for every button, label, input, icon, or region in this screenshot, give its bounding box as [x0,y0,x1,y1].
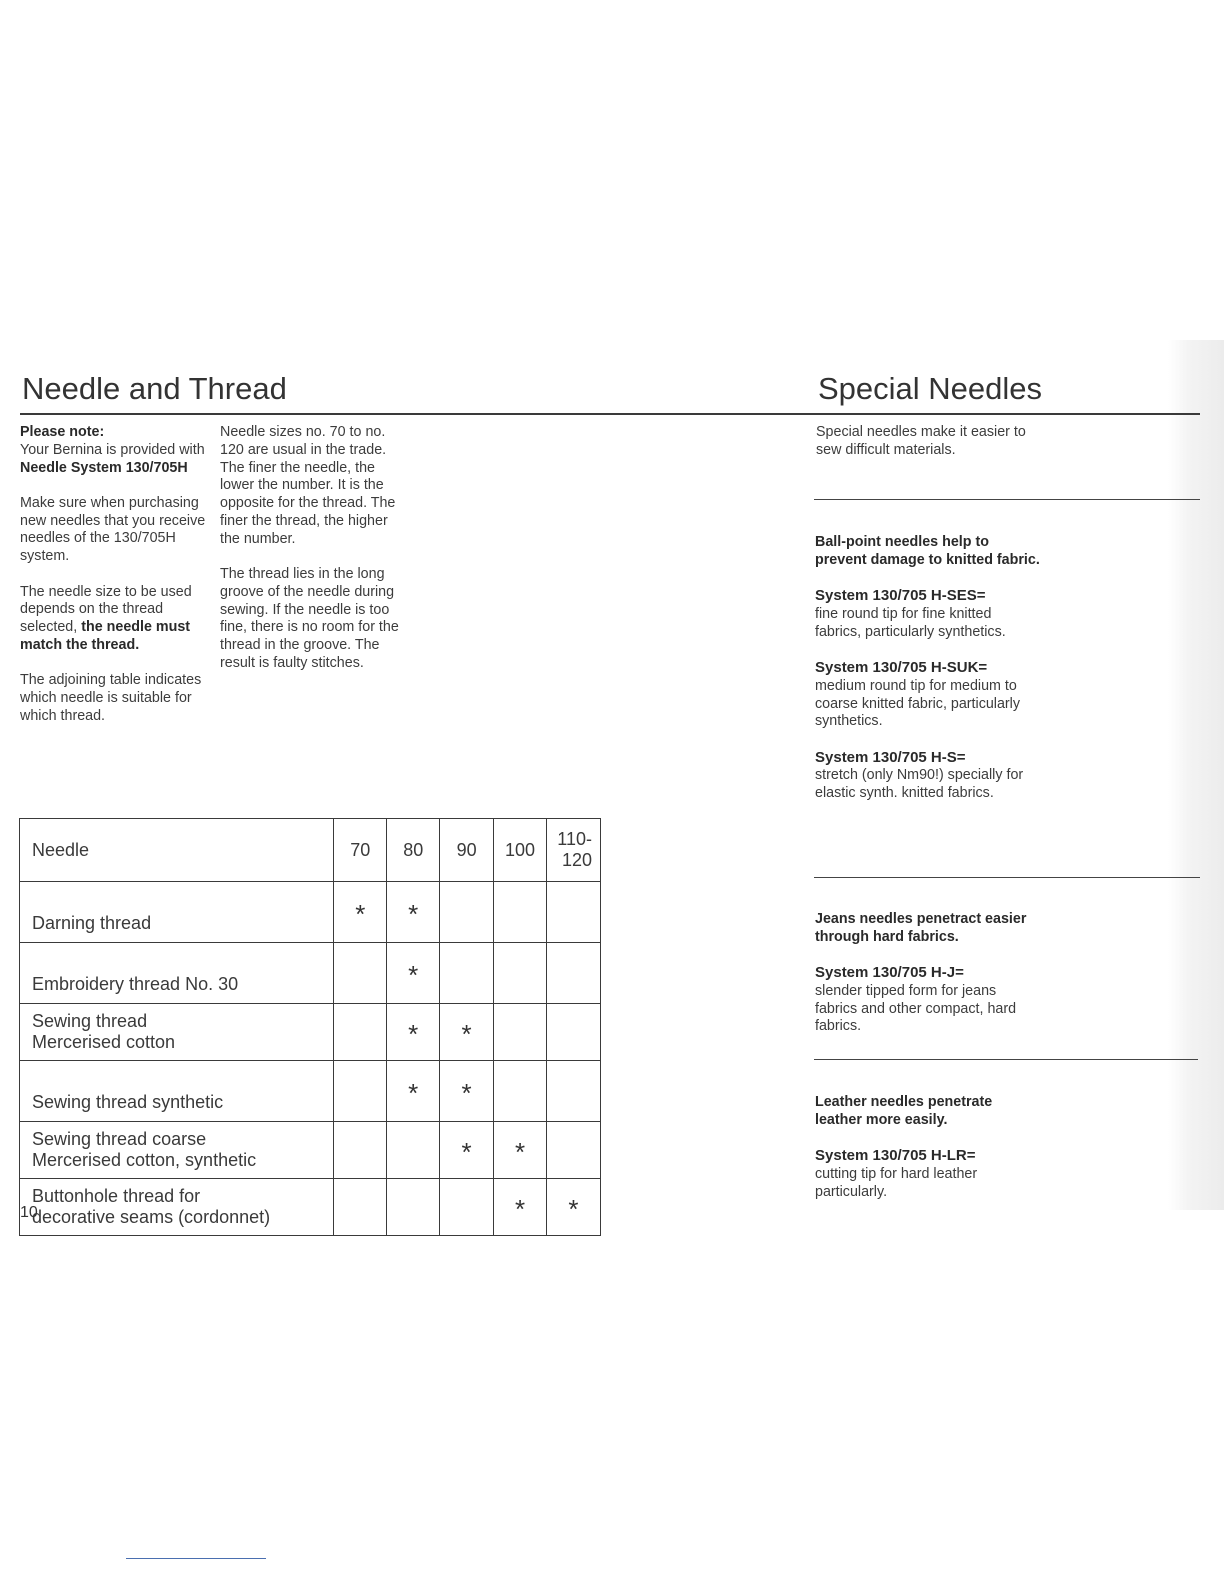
suitable-mark: * [334,882,387,943]
jeans-lead: Jeans needles penetract easier through hard fabrics. [815,911,1027,945]
needle-size-110-120: 110- 120 [546,819,600,882]
adjacent-page-shadow [1168,340,1224,1210]
special-intro [816,424,1036,477]
empty-cell [334,1004,387,1061]
suitable-mark: * [387,1061,440,1122]
ses-description: fine round tip for fine knitted fabrics, particularly synthetics. [815,605,1006,640]
empty-cell [387,1122,440,1179]
empty-cell [334,1122,387,1179]
empty-cell [440,1179,494,1236]
thread-type-label [20,1179,334,1236]
table-row [20,1122,601,1179]
empty-cell [334,1179,387,1236]
needle-sizes-paragraph: Needle sizes no. 70 to no. 120 are usual in the trade. The finer the needle, the lower the number. It is the opposite for the thread. The finer the thread, the higher the number. [220,424,396,547]
page-title-needle-and-thread: Needle and Thread [22,371,287,406]
needle-size-bold: the needle must match the thread. [20,619,191,653]
thread-type-line-1: Sewing thread synthetic [32,1092,224,1112]
suitable-mark: * [494,1179,547,1236]
ses-entry [815,587,1040,641]
table-row [20,943,601,1004]
leather-system: System 130/705 H-LR= [815,1147,976,1165]
needle-size-70: 70 [334,819,387,882]
thread-type-label [20,882,334,943]
table-row [20,1004,601,1061]
suk-description: medium round tip for medium to coarse knitted fabric, particularly synthetics. [815,677,1021,730]
suitable-mark: * [546,1179,600,1236]
note-heading: Please note: [20,424,105,440]
suk-system: System 130/705 H-SUK= [815,658,988,676]
suitable-mark: * [387,1004,440,1061]
ses-system: System 130/705 H-SES= [815,587,986,605]
intro-column-1 [20,424,210,743]
suitable-mark: * [387,882,440,943]
thread-type-label [20,1004,334,1061]
jeans-section [815,911,1040,1054]
needle-size-90: 90 [440,819,494,882]
leather-section [815,1094,1040,1219]
empty-cell [387,1179,440,1236]
divider [814,877,1200,878]
needle-size-100: 100 [494,819,547,882]
thread-groove-paragraph: The thread lies in the long groove of the needle during sewing. If the needle is too fine, there is no room for the thread in the groove. The result is faulty stitches. [220,566,399,672]
page-number: 10 [20,1204,38,1221]
purchase-paragraph: Make sure when purchasing new needles that you receive needles of the 130/705H system. [20,494,206,565]
divider [814,1059,1198,1060]
needle-thread-table [19,818,601,1236]
empty-cell [334,943,387,1004]
table-reference-paragraph: The adjoining table indicates which needle is suitable for which thread. [20,672,202,724]
s-entry [815,749,1040,803]
empty-cell [494,1004,547,1061]
suk-entry [815,659,1040,731]
thread-type-line-1: Sewing thread [32,1011,148,1031]
note-paragraph [20,424,210,477]
thread-type-line-2: decorative seams (cordonnet) [32,1207,271,1227]
divider [814,499,1200,500]
needle-size-paragraph [20,584,210,655]
table-row [20,1061,601,1122]
suitable-mark: * [440,1122,494,1179]
thread-type-line-1: Darning thread [32,913,152,933]
empty-cell [546,1122,600,1179]
suitable-mark: * [440,1061,494,1122]
suitable-mark: * [387,943,440,1004]
intro-column-2 [220,424,410,690]
thread-type-label [20,1122,334,1179]
s-system: System 130/705 H-S= [815,748,966,766]
table-row [20,882,601,943]
empty-cell [546,943,600,1004]
thread-type-line-1: Sewing thread coarse [32,1129,207,1149]
leather-description: cutting tip for hard leather particularly. [815,1165,978,1200]
empty-cell [494,882,547,943]
empty-cell [440,882,494,943]
thread-type-line-2: Mercerised cotton [32,1032,176,1052]
note-bold: Needle System 130/705H [20,459,188,476]
needle-size-text: The needle size to be used depends on the thread selected, [20,583,192,636]
empty-cell [334,1061,387,1122]
needle-size-80: 80 [387,819,440,882]
thread-type-label [20,943,334,1004]
s-description: stretch (only Nm90!) specially for elastic synth. knitted fabrics. [815,767,1024,802]
leather-entry [815,1147,1040,1201]
empty-cell [494,943,547,1004]
table-header-label: Needle [20,819,334,882]
table-row [20,1179,601,1236]
jeans-system: System 130/705 H-J= [815,964,964,982]
suitable-mark: * [440,1004,494,1061]
thread-type-line-1: Buttonhole thread for [32,1186,201,1206]
thread-type-line-2: Mercerised cotton, synthetic [32,1150,257,1170]
title-rule [20,413,1200,415]
empty-cell [494,1061,547,1122]
thread-type-label [20,1061,334,1122]
empty-cell [546,1061,600,1122]
thread-type-line-1: Embroidery thread No. 30 [32,974,239,994]
ballpoint-section [815,534,1040,821]
empty-cell [440,943,494,1004]
empty-cell [546,882,600,943]
suitable-mark: * [494,1122,547,1179]
footer-line [126,1558,266,1559]
page-title-special-needles: Special Needles [818,371,1043,406]
jeans-entry [815,964,1040,1036]
special-intro-text: Special needles make it easier to sew difficult materials. [816,424,1026,458]
empty-cell [546,1004,600,1061]
table-header-row [20,819,601,882]
leather-lead: Leather needles penetrate leather more easily. [815,1094,993,1128]
ballpoint-lead: Ball-point needles help to prevent damage to knitted fabric. [815,534,1040,568]
jeans-description: slender tipped form for jeans fabrics and other compact, hard fabrics. [815,982,1017,1035]
note-text: Your Bernina is provided with [20,441,205,458]
